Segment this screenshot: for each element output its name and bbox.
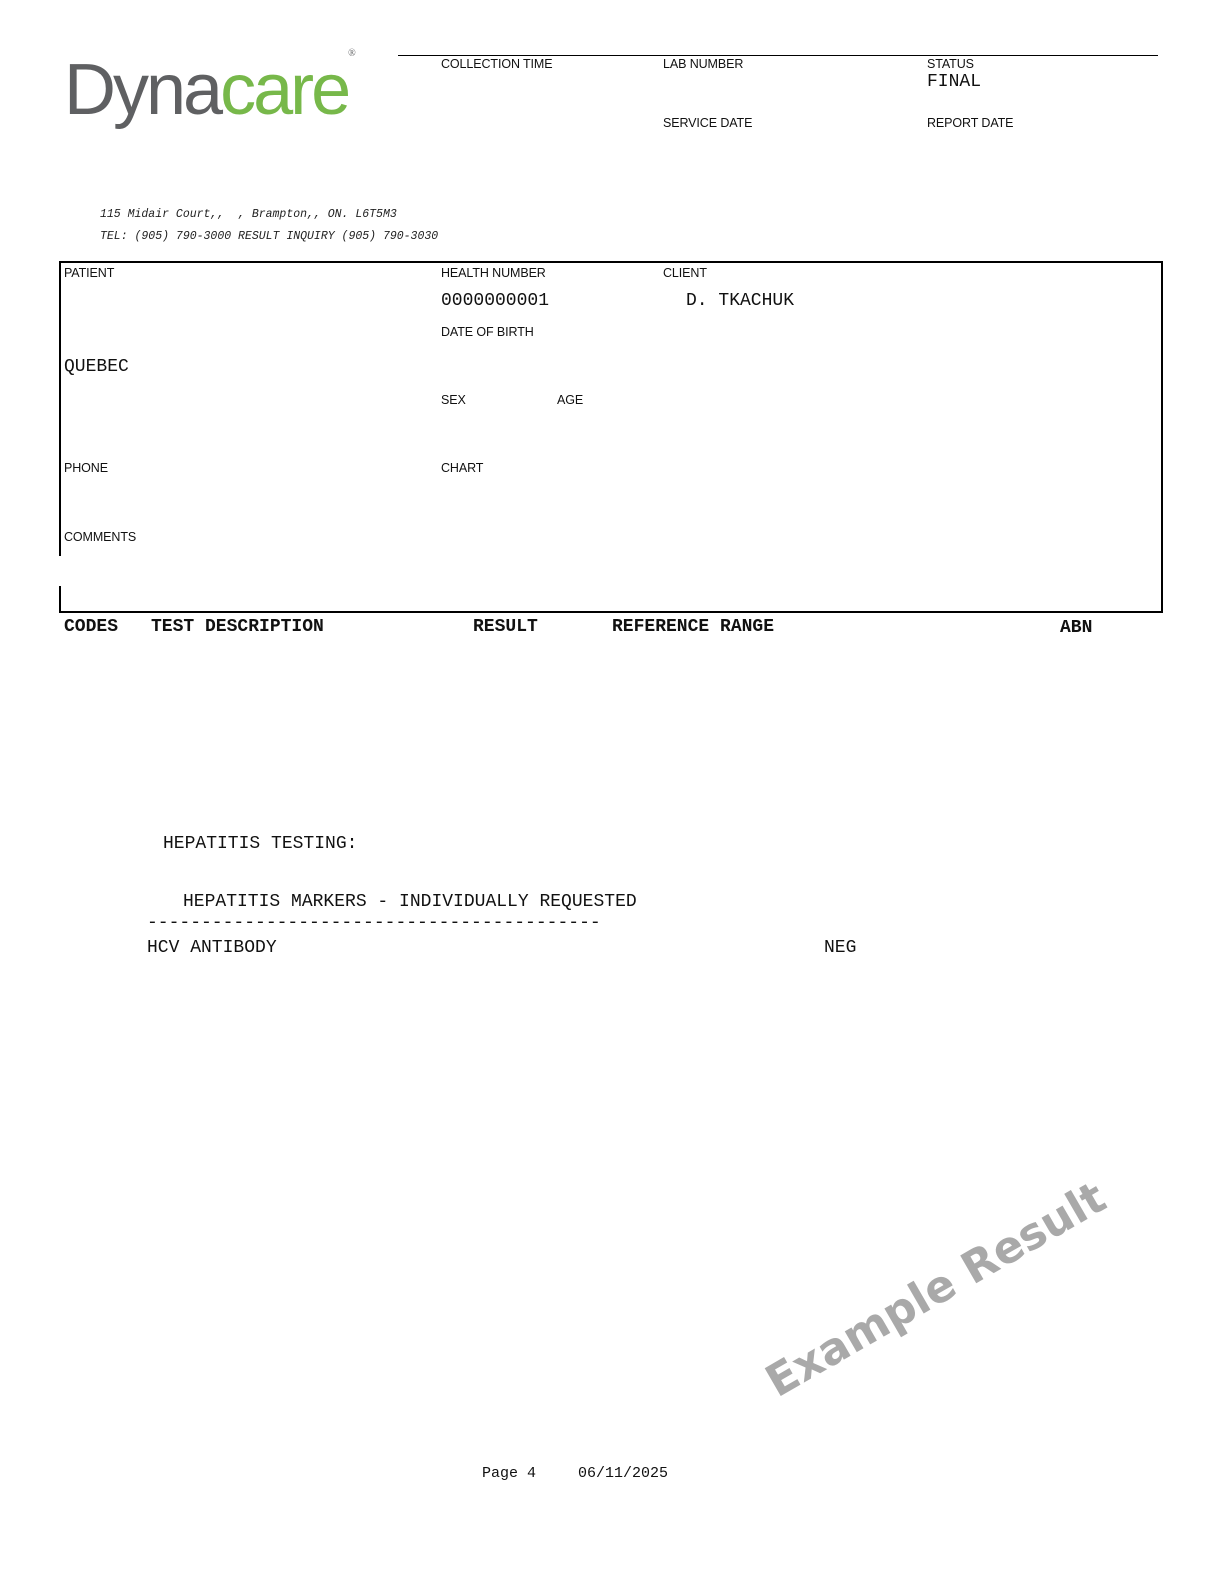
column-header-abn: ABN [1060, 618, 1093, 638]
patient-label: PATIENT [64, 266, 115, 280]
report-date-label: REPORT DATE [927, 116, 1014, 130]
box-border-gap [57, 556, 61, 586]
sex-label: SEX [441, 393, 466, 407]
footer-page-number: Page 4 [482, 1465, 537, 1482]
lab-address: 115 Midair Court,, , Brampton,, ON. L6T5M3 [100, 208, 397, 221]
subsection-title: HEPATITIS MARKERS - INDIVIDUALLY REQUESTED [183, 892, 637, 912]
status-value: FINAL [927, 72, 982, 92]
footer-date: 06/11/2025 [578, 1465, 669, 1482]
health-number-value: 0000000001 [441, 291, 550, 311]
section-title: HEPATITIS TESTING: [163, 834, 358, 854]
date-of-birth-label: DATE OF BIRTH [441, 325, 534, 339]
section-divider: ------------------------------------------ [147, 913, 601, 933]
phone-label: PHONE [64, 461, 108, 475]
chart-label: CHART [441, 461, 484, 475]
client-value: D. TKACHUK [686, 291, 795, 311]
column-header-codes: CODES [64, 617, 119, 637]
result-value: NEG [824, 938, 857, 958]
logo-text-dyna: Dyna [64, 50, 221, 130]
health-number-label: HEALTH NUMBER [441, 266, 546, 280]
comments-label: COMMENTS [64, 530, 137, 544]
service-date-label: SERVICE DATE [663, 116, 753, 130]
logo-registered-mark: ® [348, 48, 356, 59]
patient-info-box [59, 261, 1163, 613]
client-label: CLIENT [663, 266, 707, 280]
column-header-test-description: TEST DESCRIPTION [151, 617, 324, 637]
result-test-name: HCV ANTIBODY [147, 938, 277, 958]
status-label: STATUS [927, 57, 974, 71]
age-label: AGE [557, 393, 584, 407]
lab-number-label: LAB NUMBER [663, 57, 744, 71]
column-header-result: RESULT [473, 617, 538, 637]
patient-province: QUEBEC [64, 357, 129, 377]
dynacare-logo [56, 30, 406, 130]
header-rule [398, 55, 1158, 56]
column-header-reference-range: REFERENCE RANGE [612, 617, 775, 637]
lab-phone: TEL: (905) 790-3000 RESULT INQUIRY (905) 790-3030 [100, 230, 439, 243]
collection-time-label: COLLECTION TIME [441, 57, 553, 71]
logo-text-care: care [220, 50, 349, 130]
example-result-watermark: Example Result [757, 1171, 1115, 1408]
